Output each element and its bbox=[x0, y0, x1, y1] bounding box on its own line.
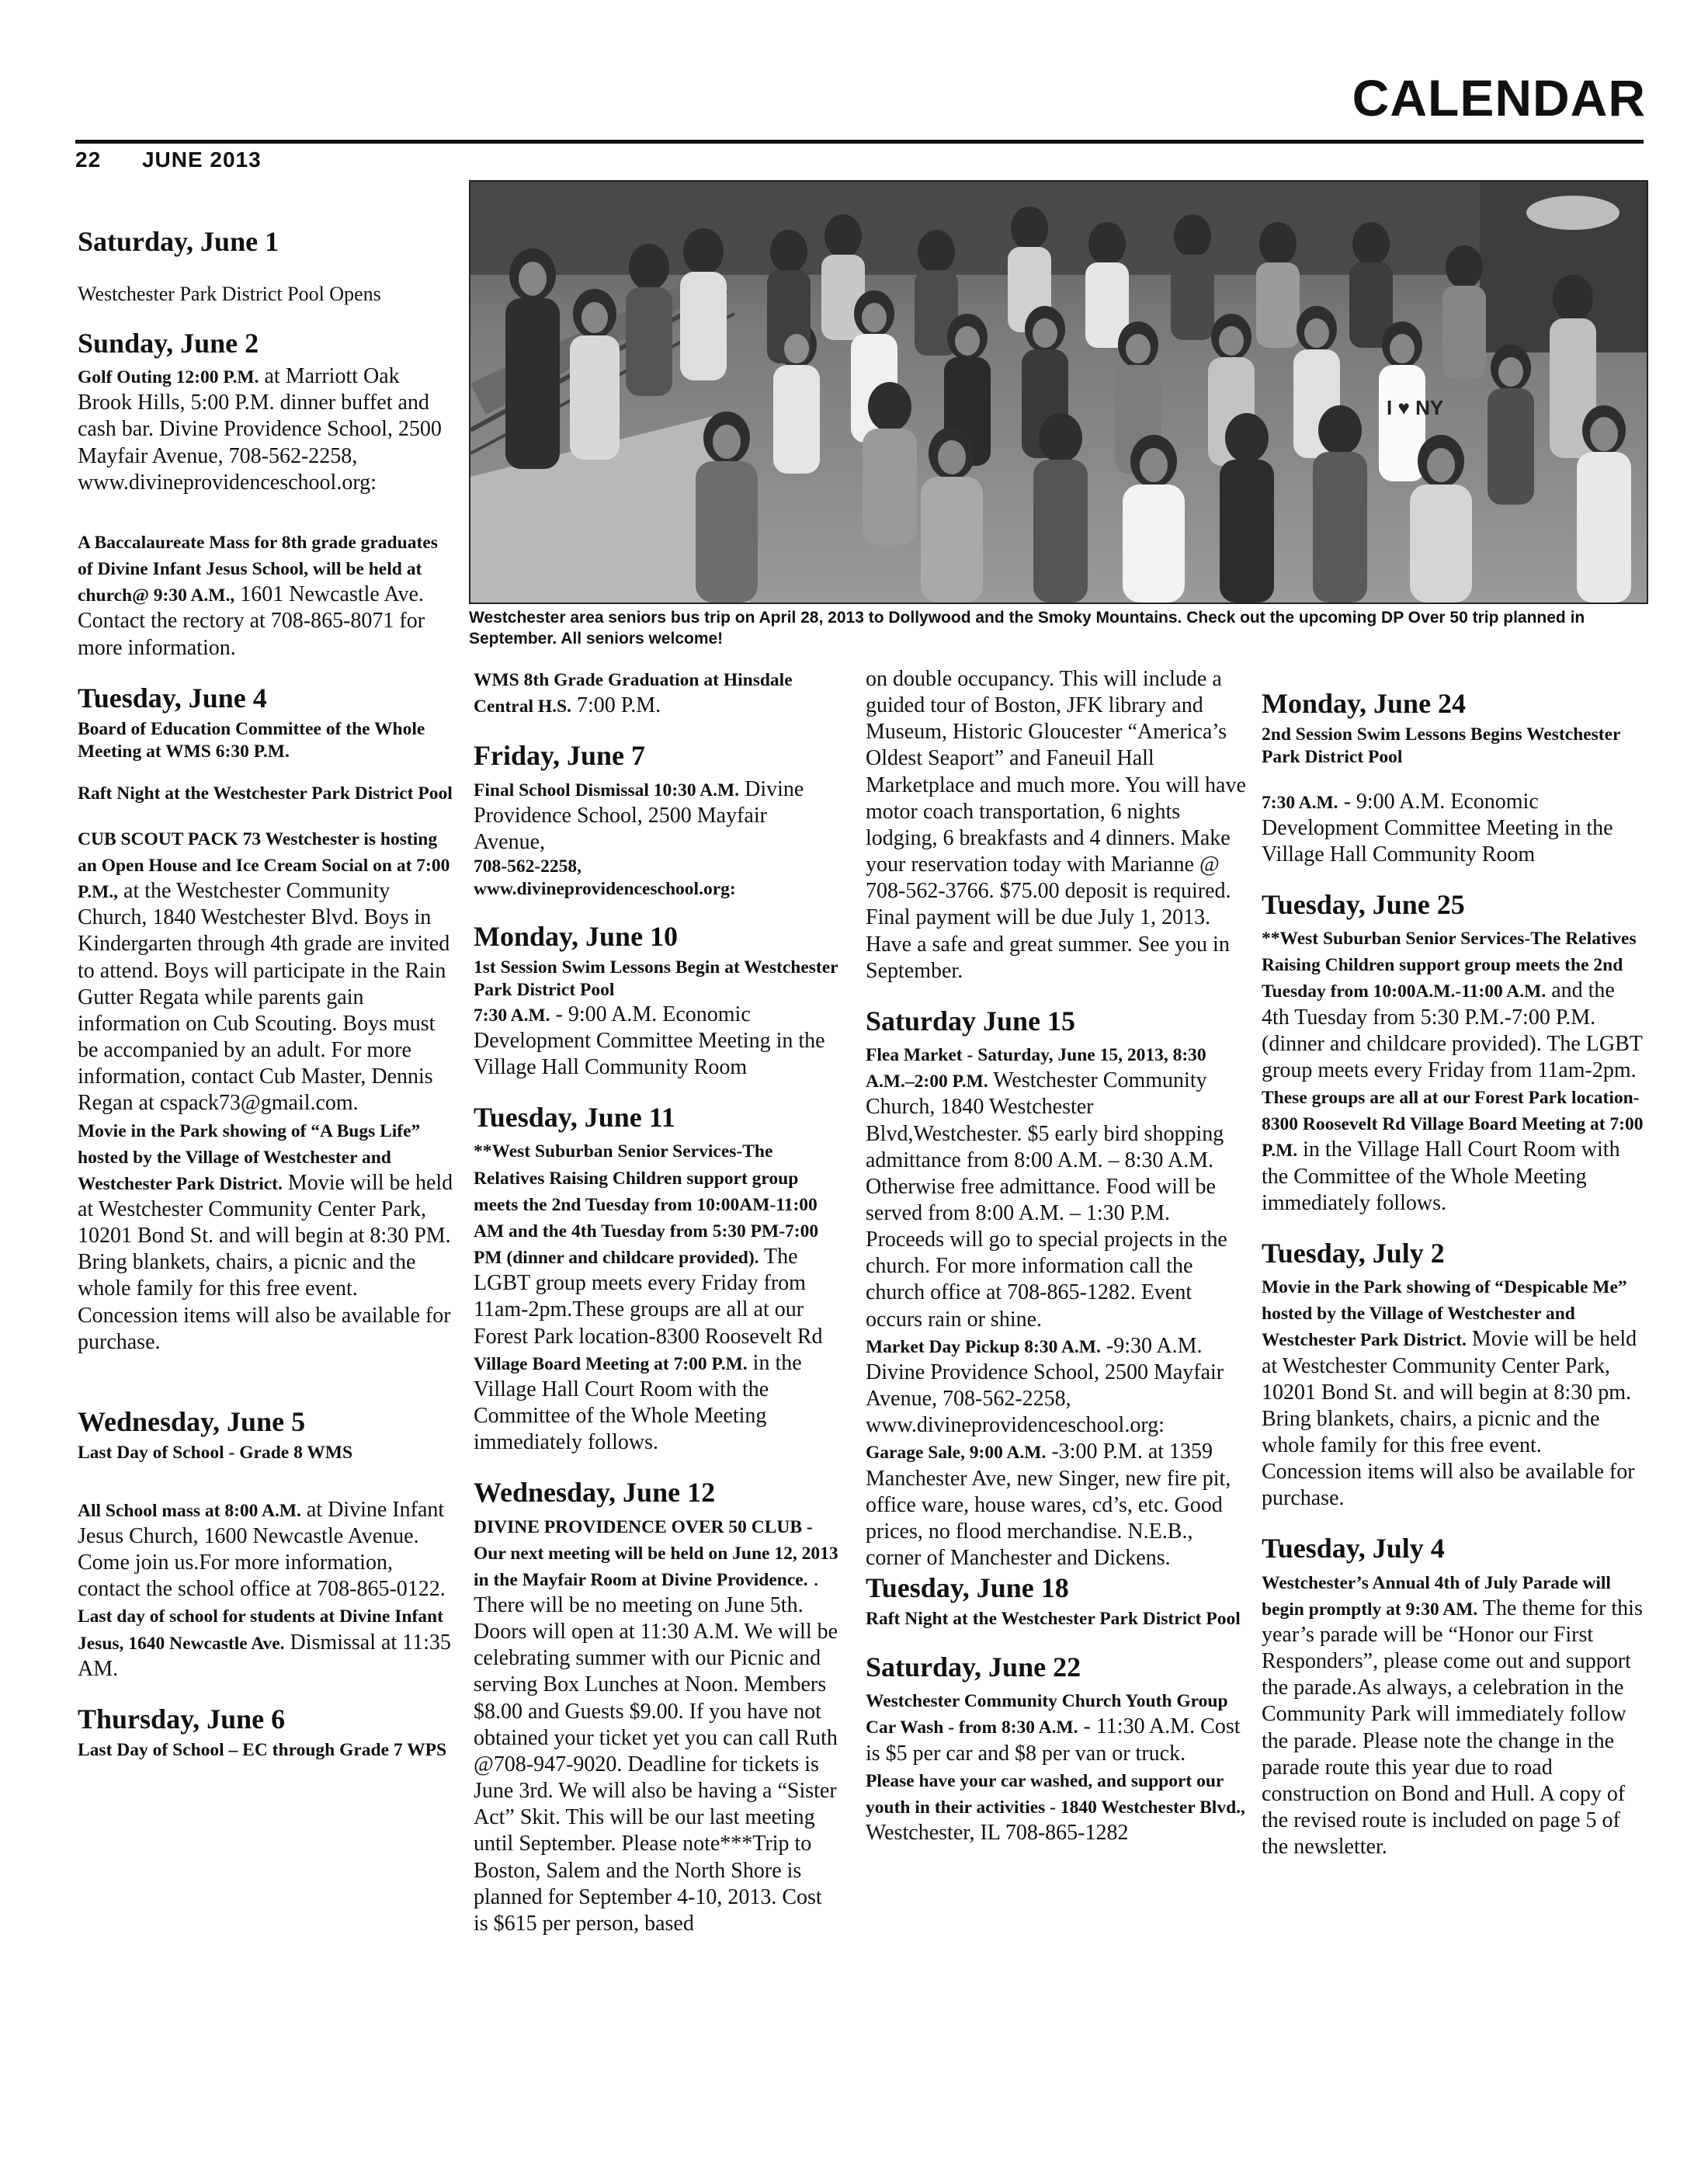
over-50-club-bold: DIVINE PROVIDENCE OVER 50 CLUB - Our next meeting will be held on June 12, 2013 in the Mayfair Room at Divine Providence. bbox=[474, 1516, 838, 1590]
market-day-text: -9:30 A.M. Divine Providence School, 2500 Mayfair Avenue, 708-562-2258, www.divineprovidenceschool.org: bbox=[866, 1333, 1224, 1438]
movie-bugs-life-text: Movie will be held at Westchester Community Center Park, 10201 Bond St. and will begin at 8:30 PM. Bring blankets, chairs, a picnic and the whole family for this free event. Concession items will also be available for purchase. bbox=[78, 1170, 453, 1354]
car-wash-support-bold: Please have your car washed, and support our youth in their activities - 1840 Westchester Blvd., bbox=[866, 1770, 1245, 1818]
movie-bugs-life-entry bbox=[78, 1117, 454, 1356]
school-mass-entry bbox=[78, 1497, 454, 1603]
market-day-bold: Market Day Pickup 8:30 A.M. bbox=[866, 1336, 1101, 1357]
last-day-ec-text: Last Day of School – EC through Grade 7 WPS bbox=[78, 1740, 447, 1761]
heading-saturday-june-15: Saturday June 15 bbox=[866, 1005, 1076, 1037]
boe-meeting-text: Board of Education Committee of the Whole Meeting at WMS 6:30 P.M. bbox=[78, 718, 425, 762]
village-board-bold: Village Board Meeting at 7:00 P.M. bbox=[474, 1353, 748, 1374]
car-wash-support-text: Westchester, IL 708-865-1282 bbox=[866, 1821, 1129, 1845]
page-number: 22 bbox=[75, 148, 102, 172]
econ-dev-entry bbox=[474, 1002, 838, 1081]
wms-graduation-entry bbox=[474, 666, 838, 719]
senior-services-entry bbox=[474, 1137, 838, 1349]
heading-saturday-june-22: Saturday, June 22 bbox=[866, 1651, 1081, 1683]
swim-lessons-1-text: 1st Session Swim Lessons Begin at Westchester Park District Pool bbox=[474, 957, 838, 1001]
photo-caption: Westchester area seniors bus trip on April 28, 2013 to Dollywood and the Smoky Mountains. Check out the upcoming DP Over 50 trip planned in September. All seniors welcome! bbox=[469, 609, 1585, 648]
raft-night-text: Raft Night at the Westchester Park District Pool bbox=[78, 783, 453, 804]
econ-dev-24-text: - 9:00 A.M. Economic Development Committee Meeting in the Village Hall Community Room bbox=[1262, 789, 1613, 866]
heading-tuesday-july-4: Tuesday, July 4 bbox=[1262, 1533, 1445, 1565]
flea-market-text: Westchester Community Church, 1840 Westchester Blvd,Westchester. $5 early bird shopping admittance from 8:00 A.M. – 8:30 A.M. Otherwise free admittance. Food will be served from 8:00 A.M. – 1:30 P.M. Proceeds will go to special projects in the church. For more information call the church office at 708-865-1282. Event occurs rain or shine. bbox=[866, 1068, 1227, 1332]
dp-contact-text: 708-562-2258, www.divineprovidenceschool.org: bbox=[474, 856, 736, 899]
folio bbox=[75, 148, 262, 172]
parade-entry bbox=[1262, 1569, 1646, 1861]
column-4 bbox=[1262, 687, 1646, 1860]
last-day-dij-entry bbox=[78, 1603, 454, 1682]
cub-scout-text: at the Westchester Community Church, 1840 Westchester Blvd. Boys in Kindergarten through 4th grade are invited to attend. Boys will participate in the Rain Gutter Regata while parents gain information on Cub Scouting. Boys must be accompanied by an adult. For more information, contact Cub Master, Dennis Regan at cspack73@gmail.com. bbox=[78, 879, 450, 1116]
swim-lessons-2-text: 2nd Session Swim Lessons Begins Westchester Park District Pool bbox=[1262, 724, 1621, 767]
flea-market-entry bbox=[866, 1041, 1246, 1333]
movie-despicable-entry bbox=[1262, 1273, 1646, 1512]
forest-park-entry bbox=[1262, 1084, 1646, 1217]
cub-scout-entry bbox=[78, 825, 454, 1117]
forest-park-text: in the Village Hall Court Room with the Committee of the Whole Meeting immediately follows. bbox=[1262, 1137, 1620, 1215]
over-50-club-text: . There will be no meeting on June 5th. Doors will open at 11:30 A.M. We will be celebrating summer with our Picnic and serving Box Lunches at Noon. Members $8.00 and Guests $9.00. If you have not obtained your ticket yet you can call Ruth @708-947-9020. Deadline for tickets is June 3rd. We will also be having a “Sister Act” Skit. This will be our last meeting until September. Please note***Trip to Boston, Salem and the North Shore is planned for September 4-10, 2013. Cost is $615 per person, based bbox=[474, 1566, 838, 1936]
forest-park-bold: These groups are all at our Forest Park location-8300 Roosevelt Rd Village Board Meeting at 7:00 P.M. bbox=[1262, 1088, 1644, 1162]
heading-saturday-june-1: Saturday, June 1 bbox=[78, 226, 279, 257]
market-day-entry bbox=[866, 1333, 1246, 1439]
issue-date: JUNE 2013 bbox=[141, 148, 262, 172]
heading-monday-june-10: Monday, June 10 bbox=[474, 921, 679, 953]
village-board-entry bbox=[474, 1350, 838, 1457]
heading-tuesday-july-2: Tuesday, July 2 bbox=[1262, 1237, 1445, 1269]
garage-sale-bold: Garage Sale, 9:00 A.M. bbox=[866, 1443, 1047, 1464]
section-title: CALENDAR bbox=[1352, 69, 1646, 127]
senior-services-25-text: and the 4th Tuesday from 5:30 P.M.-7:00 P.M. (dinner and childcare provided). The LGBT group meets every Friday from 11am-2pm. bbox=[1262, 978, 1643, 1082]
car-wash-entry bbox=[866, 1687, 1246, 1766]
group-photo bbox=[469, 180, 1648, 604]
flea-market-bold: Flea Market - Saturday, June 15, 2013, 8:30 A.M.–2:00 P.M. bbox=[866, 1045, 1206, 1092]
baccalaureate-bold: A Baccalaureate Mass for 8th grade graduates of Divine Infant Jesus School, will be held at church@ 9:30 A.M., bbox=[78, 532, 438, 606]
last-day-dij-bold: Last day of school for students at Divine Infant Jesus, 1640 Newcastle Ave. bbox=[78, 1606, 443, 1654]
heading-sunday-june-2: Sunday, June 2 bbox=[78, 327, 259, 359]
parade-text: The theme for this year’s parade will be “Honor our First Responders”, please come out and support the parade.As always, a celebration in the Community Park will immediately follow the parade. Please note the change in the parade route this year due to road construction on Bond and Hull. A copy of the revised route is included on page 5 of the newsletter. bbox=[1262, 1596, 1643, 1860]
final-dismissal-entry bbox=[474, 776, 838, 856]
garage-sale-entry bbox=[866, 1439, 1246, 1571]
last-day-dij-text: Dismissal at 11:35 AM. bbox=[78, 1630, 451, 1681]
car-wash-bold: Westchester Community Church Youth Group Car Wash - from 8:30 A.M. bbox=[866, 1691, 1228, 1738]
car-wash-text: - 11:30 A.M. Cost is $5 per car and $8 per van or truck. bbox=[866, 1714, 1241, 1766]
movie-despicable-text: Movie will be held at Westchester Community Center Park, 10201 Bond St. and will begin at 8:30 pm. Bring blankets, chairs, a picnic and the whole family for this free event. Concession items will also be available for purchase. bbox=[1262, 1327, 1637, 1511]
heading-friday-june-7: Friday, June 7 bbox=[474, 740, 646, 772]
senior-services-25-bold: **West Suburban Senior Services-The Relatives Raising Children support group meets the 2nd Tuesday from 10:00A.M.-11:00 A.M. bbox=[1262, 929, 1637, 1002]
movie-bugs-life-bold: Movie in the Park showing of “A Bugs Life” hosted by the Village of Westchester and Westchester Park District. bbox=[78, 1120, 421, 1194]
garage-sale-text: -3:00 P.M. at 1359 Manchester Ave, new Singer, new fire pit, office ware, house wares, cd’s, etc. Good prices, no flood merchandise. N.E.B., corner of Manchester and Dickens. bbox=[866, 1439, 1231, 1571]
shirt-text: I ♥ NY bbox=[1387, 396, 1444, 419]
senior-services-text: The LGBT group meets every Friday from 11am-2pm.These groups are all at our Forest Park location-8300 Roosevelt Rd bbox=[474, 1245, 823, 1349]
car-wash-support-entry bbox=[866, 1767, 1246, 1846]
heading-tuesday-june-25: Tuesday, June 25 bbox=[1262, 888, 1465, 920]
baccalaureate-text: 1601 Newcastle Ave. Contact the rectory at 708-865-8071 for more information. bbox=[78, 582, 425, 660]
econ-dev-24-bold: 7:30 A.M. bbox=[1262, 792, 1338, 813]
village-board-text: in the Village Hall Court Room with the Committee of the Whole Meeting immediately follows. bbox=[474, 1350, 802, 1455]
final-dismissal-text: Divine Providence School, 2500 Mayfair Avenue, bbox=[474, 776, 804, 854]
header-rule bbox=[75, 140, 1644, 144]
over-50-club-entry bbox=[474, 1513, 838, 1938]
golf-outing-entry bbox=[78, 363, 454, 496]
column-3 bbox=[866, 666, 1246, 1846]
golf-outing-text: at Marriott Oak Brook Hills, 5:00 P.M. dinner buffet and cash bar. Divine Providence School, 2500 Mayfair Avenue, 708-562-2258, www.divineprovidenceschool.org: bbox=[78, 364, 442, 495]
group-photo-image bbox=[470, 182, 1647, 603]
school-mass-text: at Divine Infant Jesus Church, 1600 Newcastle Avenue. Come join us.For more information, contact the school office at 708-865-0122. bbox=[78, 1497, 446, 1602]
econ-dev-24-entry bbox=[1262, 789, 1646, 868]
econ-dev-text: - 9:00 A.M. Economic Development Committee Meeting in the Village Hall Community Room bbox=[474, 1002, 825, 1080]
wms-graduation-bold: WMS 8th Grade Graduation at Hinsdale Central H.S. bbox=[474, 670, 793, 717]
heading-wednesday-june-5: Wednesday, June 5 bbox=[78, 1405, 306, 1437]
final-dismissal-bold: Final School Dismissal 10:30 A.M. bbox=[474, 780, 740, 800]
golf-outing-bold: Golf Outing 12:00 P.M. bbox=[78, 367, 259, 388]
column-1 bbox=[78, 225, 454, 1762]
boston-trip-text: on double occupancy. This will include a guided tour of Boston, JFK library and Museum, Historic Gloucester “America’s Oldest Seaport” and Faneuil Hall Marketplace and much more. You will have motor coach transportation, 6 nights lodging, 6 breakfasts and 4 dinners. Make your reservation today with Marianne @ 708-562-3766. $75.00 deposit is required. Final payment will be due July 1, 2013. Have a safe and great summer. See you in September. bbox=[866, 667, 1246, 983]
senior-services-bold: **West Suburban Senior Services-The Relatives Raising Children support group meets the 2nd Tuesday from 10:00AM-11:00 AM and the 4th Tuesday from 5:30 PM-7:00 PM (dinner and childcare provided). bbox=[474, 1141, 819, 1269]
heading-tuesday-june-11: Tuesday, June 11 bbox=[474, 1102, 675, 1134]
wms-graduation-text: 7:00 P.M. bbox=[571, 693, 661, 718]
cub-scout-bold: CUB SCOUT PACK 73 Westchester is hosting an Open House and Ice Cream Social on at 7:00 P.M., bbox=[78, 828, 450, 903]
heading-monday-june-24: Monday, June 24 bbox=[1262, 688, 1467, 719]
heading-thursday-june-6: Thursday, June 6 bbox=[78, 1703, 286, 1735]
pool-opens-text: Westchester Park District Pool Opens bbox=[78, 283, 381, 306]
econ-dev-bold: 7:30 A.M. bbox=[474, 1005, 550, 1026]
movie-despicable-bold: Movie in the Park showing of “Despicable Me” hosted by the Village of Westchester and Westchester Park District. bbox=[1262, 1277, 1627, 1351]
last-day-grade8-text: Last Day of School - Grade 8 WMS bbox=[78, 1443, 353, 1464]
heading-tuesday-june-4: Tuesday, June 4 bbox=[78, 682, 267, 714]
school-mass-bold: All School mass at 8:00 A.M. bbox=[78, 1500, 301, 1521]
parade-bold: Westchester’s Annual 4th of July Parade will begin promptly at 9:30 AM. bbox=[1262, 1572, 1611, 1620]
heading-wednesday-june-12: Wednesday, June 12 bbox=[474, 1477, 716, 1509]
raft-night-18-text: Raft Night at the Westchester Park District Pool bbox=[866, 1609, 1241, 1630]
column-2 bbox=[474, 666, 838, 1937]
senior-services-25-entry bbox=[1262, 925, 1646, 1084]
heading-tuesday-june-18: Tuesday, June 18 bbox=[866, 1572, 1069, 1604]
baccalaureate-entry bbox=[78, 529, 454, 662]
